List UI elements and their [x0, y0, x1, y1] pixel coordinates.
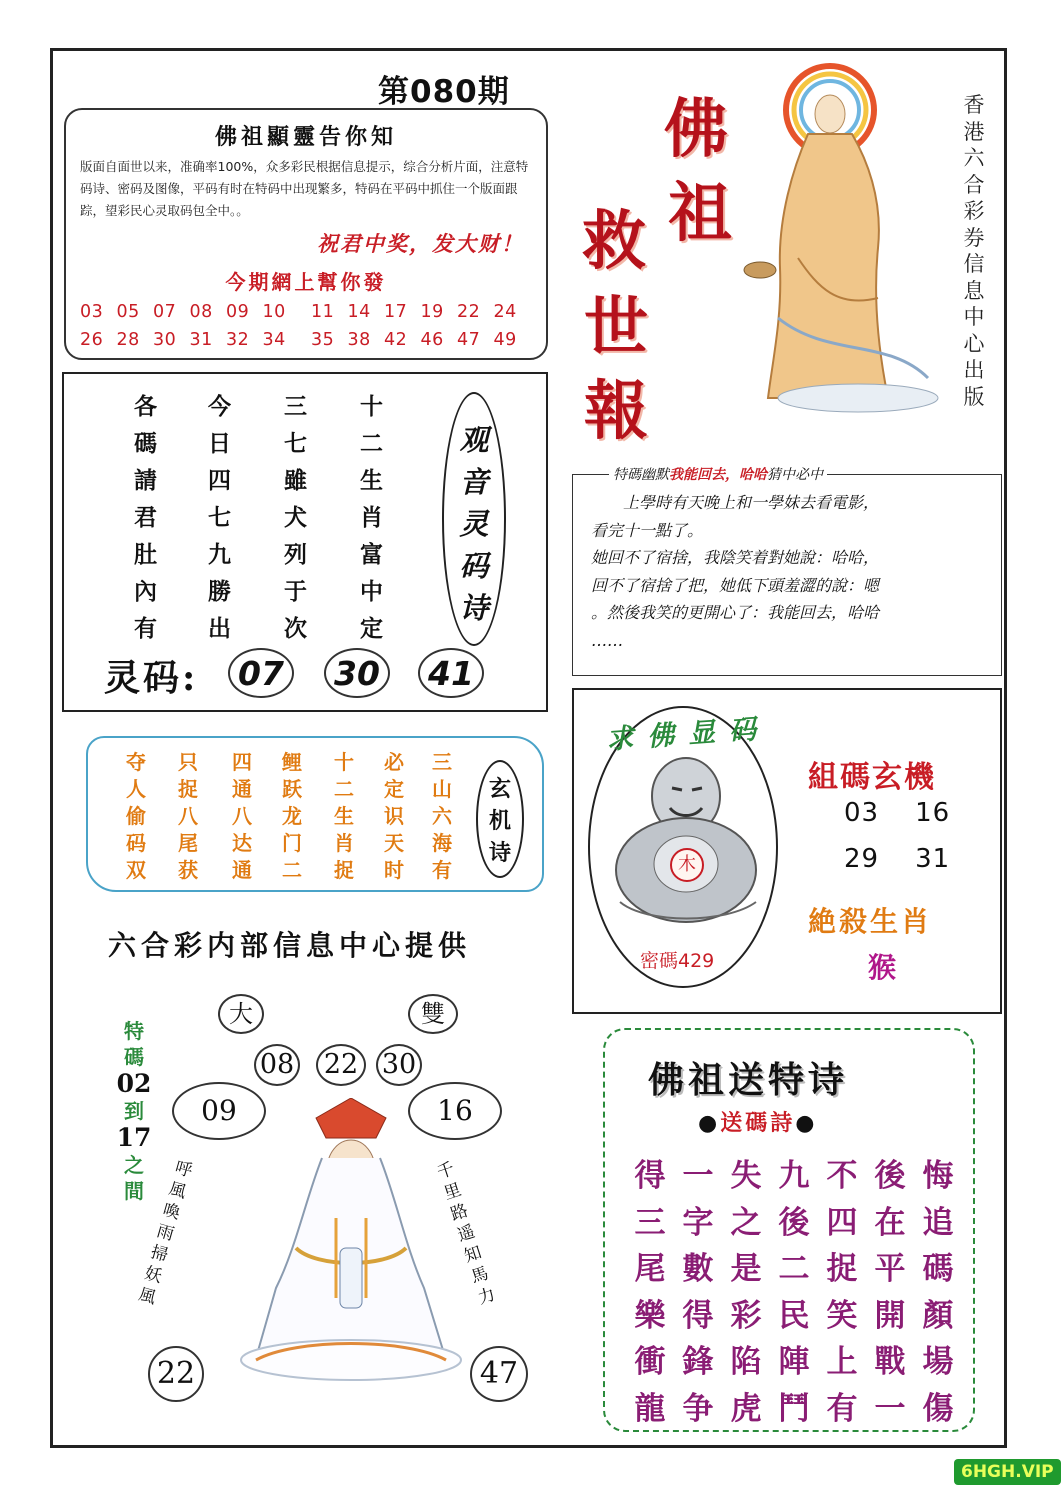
- poem-char: 码: [126, 831, 146, 855]
- poem-char: 时: [384, 858, 404, 882]
- humor-line: ……: [591, 630, 623, 650]
- poem-char: 肚: [134, 541, 158, 568]
- poem-char: 龙: [282, 804, 302, 828]
- label-char: 诗: [459, 591, 489, 625]
- number-cell: 34: [262, 330, 286, 350]
- secret-code: 密碼429: [640, 950, 715, 972]
- poem-char: 九: [208, 541, 232, 568]
- tema-char: 特: [124, 1019, 144, 1043]
- tema-char: 碼: [124, 1045, 144, 1069]
- left-vertical-verse: 呼風喚雨掃妖風: [136, 1157, 195, 1309]
- poem-char: 得: [682, 1297, 714, 1334]
- number-cell: 32: [226, 330, 250, 350]
- number-cell: 49: [493, 330, 517, 350]
- poem-column: [326, 746, 362, 881]
- poem-column: [118, 746, 154, 881]
- poem-char: 天: [384, 831, 404, 855]
- number-row-2: [80, 330, 530, 350]
- poem-char: 争: [682, 1390, 714, 1427]
- poem-char: 门: [282, 831, 302, 855]
- poem-char: 获: [178, 858, 198, 882]
- humor-header-highlight: 我能回去，哈哈: [669, 467, 767, 483]
- poem-char: 达: [232, 831, 252, 855]
- poem-char: 通: [232, 777, 252, 801]
- tema-to: 17: [116, 1123, 152, 1152]
- publisher-vertical: 香港六合彩券信息中心出版: [963, 93, 985, 409]
- tema-char: 間: [124, 1179, 144, 1203]
- poem-char: 各: [134, 393, 158, 420]
- buddha-arc-title: 求佛显码: [605, 713, 772, 756]
- poem-char: 鬥: [778, 1390, 810, 1427]
- poem-column: [342, 388, 402, 647]
- poem-char: 陷: [730, 1344, 762, 1380]
- te-poem-title: 佛祖送特诗: [648, 1059, 849, 1101]
- humor-line: 她回不了宿捨，我陰笑着對她說：哈哈，: [591, 548, 880, 567]
- poem-char: 得: [634, 1158, 666, 1194]
- poem-char: 不: [826, 1158, 858, 1194]
- dot-icon: ●: [698, 1111, 721, 1136]
- poem-column: [424, 746, 460, 881]
- poem-char: 出: [208, 615, 232, 642]
- tema-from: 02: [116, 1069, 152, 1098]
- poem-column: [914, 1150, 962, 1429]
- poem-char: 平: [874, 1251, 906, 1287]
- humor-header-post: 猜中必中: [767, 467, 823, 483]
- poem-char: 今: [208, 393, 232, 420]
- poem-char: 上: [826, 1344, 858, 1380]
- poem-char: 八: [232, 804, 252, 828]
- humor-line: 看完十一點了。: [591, 520, 704, 540]
- poem-char: 定: [384, 777, 404, 801]
- number-cell: 42: [384, 330, 408, 350]
- issue-number: 第080期: [378, 74, 510, 110]
- right-number: 16: [408, 1082, 502, 1140]
- title-char: 救: [582, 204, 646, 279]
- number-cell: 38: [347, 330, 371, 350]
- poem-char: 勝: [208, 578, 232, 605]
- title-char: 祖: [668, 176, 732, 251]
- poem-char: 內: [134, 578, 158, 605]
- poem-char: 是: [730, 1251, 762, 1287]
- label-char: 音: [459, 465, 489, 499]
- poem-char: 碼: [922, 1251, 954, 1287]
- poem-char: 之: [730, 1204, 762, 1241]
- poem-char: 數: [682, 1251, 714, 1287]
- label-char: 码: [459, 549, 489, 583]
- humor-line: 回不了宿捨了把，她低下頭羞澀的說：嗯: [591, 575, 880, 595]
- poem-char: 识: [384, 804, 404, 828]
- poem-char: 君: [134, 504, 158, 531]
- poem-char: 二: [778, 1251, 810, 1287]
- poem-char: 只: [178, 750, 198, 774]
- poem-char: 二: [360, 430, 384, 457]
- poem-char: 衝: [634, 1344, 666, 1380]
- poem-char: 双: [126, 858, 146, 882]
- title-char: 世: [584, 290, 648, 365]
- dot-icon: ●: [795, 1111, 818, 1136]
- poem-char: 肖: [360, 504, 384, 531]
- poem-char: 失: [730, 1158, 762, 1194]
- poem-char: 生: [360, 467, 384, 494]
- number-cell: 09: [226, 302, 250, 322]
- poem-char: 必: [384, 750, 404, 774]
- poem-char: 雖: [284, 467, 308, 494]
- intro-wish: 祝君中奖，发大财！: [317, 232, 524, 256]
- top-number: 30: [376, 1044, 422, 1086]
- corner-left-number: 22: [148, 1346, 204, 1402]
- lingma-number: 41: [418, 648, 484, 698]
- poem-column: [376, 746, 412, 881]
- poem-char: 四: [826, 1204, 858, 1241]
- humor-header: [609, 464, 827, 484]
- poem-char: 通: [232, 858, 252, 882]
- poem-char: 跃: [282, 777, 302, 801]
- poem-char: 犬: [284, 504, 308, 531]
- element-badge: 木: [670, 848, 704, 882]
- poem-char: 傷: [922, 1390, 954, 1427]
- provider-line: 六合彩内部信息中心提供: [108, 929, 472, 962]
- label-char: 灵: [459, 507, 489, 541]
- poem-char: 捉: [178, 777, 198, 801]
- poem-char: 鋒: [682, 1344, 714, 1380]
- poem-char: 日: [208, 430, 232, 457]
- left-number: 09: [172, 1082, 266, 1140]
- site-watermark: 6HGH.VIP: [954, 1459, 1061, 1485]
- poem-char: 一: [682, 1158, 714, 1194]
- poem-char: 追: [922, 1204, 954, 1241]
- poem-char: 七: [284, 430, 308, 457]
- number-cell: 03: [80, 302, 104, 322]
- humor-header-pre: 特碼幽默: [613, 467, 669, 483]
- number-cell: 17: [384, 302, 408, 322]
- number-cell: 10: [262, 302, 286, 322]
- poem-char: 海: [432, 831, 452, 855]
- poem-char: 在: [874, 1204, 906, 1241]
- poem-char: 三: [432, 750, 452, 774]
- humor-line: 。然後我笑的更開心了：我能回去，哈哈: [591, 603, 880, 622]
- number-cell: 05: [116, 302, 140, 322]
- poem-column: [818, 1150, 866, 1429]
- intro-subtitle: 今期網上幫你發: [225, 270, 387, 294]
- poem-char: 夺: [126, 750, 146, 774]
- poem-char: 陣: [778, 1344, 810, 1380]
- tema-range: [114, 1018, 154, 1204]
- lingma-number: 30: [324, 648, 390, 698]
- poem-char: 列: [284, 541, 308, 568]
- label-char: 诗: [488, 841, 511, 866]
- poem-char: 笑: [826, 1297, 858, 1334]
- poem-char: 富: [360, 541, 384, 568]
- poem-column: [626, 1150, 674, 1429]
- number-cell: 24: [493, 302, 517, 322]
- poem-char: 捉: [334, 858, 354, 882]
- group-number: 16: [915, 798, 951, 828]
- number-cell: 28: [116, 330, 140, 350]
- poem-char: 六: [432, 804, 452, 828]
- poem-char: 碼: [134, 430, 158, 457]
- poem-char: 民: [778, 1297, 810, 1334]
- intro-description: 版面自面世以来，准确率100%，众多彩民根据信息提示，综合分析片面，注意特码诗、密码及图像，平码有时在特码中出现繁多，特码在平码中抓住一个版面跟踪，望彩民心灵取码包全中。。: [80, 159, 529, 218]
- humor-text: [591, 489, 991, 654]
- humor-box: [572, 467, 1002, 676]
- poem-char: 十: [360, 393, 384, 420]
- te-poem-subtitle-wrap: [698, 1106, 817, 1137]
- number-cell: 26: [80, 330, 104, 350]
- poem-column: [170, 746, 206, 881]
- poem-char: 二: [282, 858, 302, 882]
- poem-char: 次: [284, 615, 308, 642]
- number-cell: 11: [311, 302, 335, 322]
- number-cell: 35: [311, 330, 335, 350]
- poem-char: 有: [826, 1390, 858, 1427]
- kill-zodiac-title: 絶殺生肖: [808, 905, 933, 938]
- kill-zodiac: 猴: [868, 951, 897, 984]
- poem-char: 戰: [874, 1344, 906, 1380]
- number-cell: 14: [347, 302, 371, 322]
- poem-char: 有: [134, 615, 158, 642]
- poem-column: [674, 1150, 722, 1429]
- poem-char: 鲤: [282, 750, 302, 774]
- intro-title: 佛祖顯靈告你知: [214, 124, 397, 150]
- corner-right-number: 47: [470, 1346, 528, 1402]
- group-number: 31: [915, 844, 951, 874]
- poem-column: [722, 1150, 770, 1429]
- poem-char: 肖: [334, 831, 354, 855]
- lingma-label: 灵码:: [104, 657, 199, 699]
- poem-char: 二: [334, 777, 354, 801]
- poem-char: 九: [778, 1158, 810, 1194]
- poem-char: 山: [432, 777, 452, 801]
- poem-char: 有: [432, 858, 452, 882]
- poem-char: 捉: [826, 1251, 858, 1287]
- number-cell: 19: [420, 302, 444, 322]
- poem-char: 中: [360, 578, 384, 605]
- double-circle: 雙: [408, 994, 458, 1034]
- intro-box: [64, 108, 548, 360]
- goddess-illustration: [738, 58, 950, 418]
- poem-char: 龍: [634, 1390, 666, 1427]
- poem-column: [224, 746, 260, 881]
- poem-char: 悔: [922, 1158, 954, 1194]
- number-cell: 31: [189, 330, 213, 350]
- number-row-1: [80, 302, 530, 322]
- number-cell: 08: [189, 302, 213, 322]
- xuanji-poem-label: [476, 760, 524, 878]
- poem-column: [190, 388, 250, 647]
- number-cell: 22: [457, 302, 481, 322]
- number-cell: 30: [153, 330, 177, 350]
- number-cell: 07: [153, 302, 177, 322]
- poem-char: 虎: [730, 1390, 762, 1427]
- poem-column: [116, 388, 176, 647]
- lingma-number: 07: [228, 648, 294, 698]
- te-poem-subtitle: 送碼詩: [720, 1111, 796, 1136]
- top-number: 08: [254, 1044, 300, 1086]
- right-vertical-verse: 千里路遥知馬力: [434, 1158, 498, 1309]
- group-code-title: 組碼玄機: [808, 760, 936, 795]
- poem-char: 彩: [730, 1297, 762, 1334]
- poem-char: 樂: [634, 1297, 666, 1334]
- poem-char: 字: [682, 1204, 714, 1241]
- poem-char: 七: [208, 504, 232, 531]
- poem-char: 四: [208, 467, 232, 494]
- poem-char: 後: [778, 1204, 810, 1241]
- poem-char: 開: [874, 1297, 906, 1334]
- label-char: 观: [459, 423, 489, 457]
- humor-line: 上學時有天晚上和一學妹去看電影，: [623, 493, 880, 512]
- poem-char: 後: [874, 1158, 906, 1194]
- group-code-row: [844, 798, 950, 828]
- group-number: 03: [844, 798, 880, 828]
- title-char: 佛: [664, 92, 728, 167]
- poem-char: 三: [634, 1204, 666, 1241]
- top-number: 22: [316, 1044, 366, 1086]
- number-cell: 47: [457, 330, 481, 350]
- tema-char: 到: [124, 1099, 144, 1123]
- tema-char: 之: [124, 1153, 144, 1177]
- label-char: 机: [488, 809, 511, 834]
- poem-char: 生: [334, 804, 354, 828]
- poem-char: 定: [360, 615, 384, 642]
- poem-char: 十: [334, 750, 354, 774]
- group-code-row: [844, 844, 950, 874]
- laughing-buddha-illustration: [606, 752, 766, 928]
- seated-guanyin-illustration: [236, 1098, 466, 1398]
- poem-char: 請: [134, 467, 158, 494]
- poem-column: [274, 746, 310, 881]
- poem-char: 人: [126, 777, 146, 801]
- poem-char: 一: [874, 1390, 906, 1427]
- poem-char: 顏: [922, 1297, 954, 1334]
- poem-char: 八: [178, 804, 198, 828]
- poem-char: 偷: [126, 804, 146, 828]
- poem-char: 四: [232, 750, 252, 774]
- poem-char: 三: [284, 393, 308, 420]
- poem-char: 尾: [634, 1251, 666, 1287]
- guanyin-poem-label: [442, 392, 506, 646]
- group-number: 29: [844, 844, 880, 874]
- label-char: 玄: [488, 777, 511, 802]
- poem-column: [866, 1150, 914, 1429]
- poem-char: 于: [284, 578, 308, 605]
- poem-char: 尾: [178, 831, 198, 855]
- big-circle: 大: [218, 994, 264, 1034]
- poem-column: [770, 1150, 818, 1429]
- poem-column: [266, 388, 326, 647]
- number-cell: 46: [420, 330, 444, 350]
- poem-char: 場: [922, 1344, 954, 1380]
- title-char: 報: [584, 374, 648, 449]
